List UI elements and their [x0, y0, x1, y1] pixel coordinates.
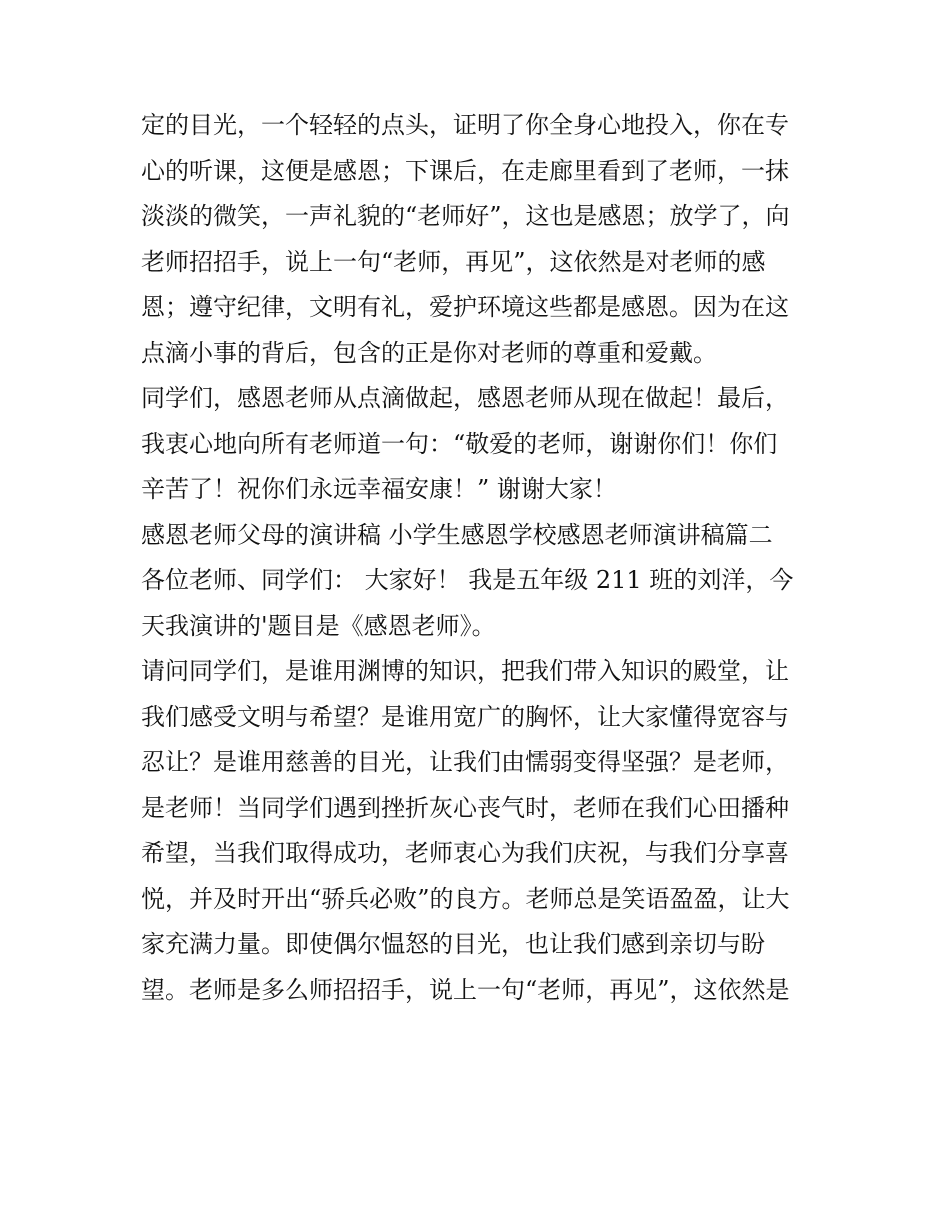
text-line: 悦，并及时开出“骄兵必败”的良方。老师总是笑语盈盈，让大	[141, 884, 790, 913]
document-body	[141, 103, 821, 1013]
text-line: 家充满力量。即使偶尔愠怒的目光，也让我们感到亲切与盼	[141, 930, 765, 958]
section-heading: 感恩老师父母的演讲稿 小学生感恩学校感恩老师演讲稿篇二	[141, 520, 773, 549]
text-line: 我衷心地向所有老师道一句：“敬爱的老师，谢谢你们！你们	[141, 429, 778, 458]
text-line: 定的目光，一个轻轻的点头，证明了你全身心地投入，你在专	[141, 111, 789, 139]
text-line: 天我演讲的'题目是《感恩老师》。	[141, 611, 496, 640]
text-line: 我们感受文明与希望？是谁用宽广的胸怀，让大家懂得宽容与	[141, 702, 789, 731]
text-line: 心的听课，这便是感恩；下课后，在走廊里看到了老师，一抹	[141, 156, 789, 185]
text-line: 淡淡的微笑，一声礼貌的“老师好”，这也是感恩；放学了，向	[141, 202, 790, 230]
text-line: 老师招招手，说上一句“老师，再见”，这依然是对老师的感	[141, 247, 766, 276]
text-line: 点滴小事的背后，包含的正是你对老师的尊重和爱戴。	[141, 338, 717, 367]
text-line: 辛苦了！祝你们永远幸福安康！” 谢谢大家！	[141, 475, 617, 503]
text-line: 希望，当我们取得成功，老师衷心为我们庆祝，与我们分享喜	[141, 839, 789, 867]
text-line: 各位老师、同学们： 大家好！ 我是五年级 211 班的刘洋，今	[141, 566, 794, 594]
text-line: 请问同学们，是谁用渊博的知识，把我们带入知识的殿堂，让	[141, 657, 789, 685]
text-line: 恩；遵守纪律，文明有礼，爱护环境这些都是感恩。因为在这	[141, 293, 789, 321]
text-line: 同学们，感恩老师从点滴做起，感恩老师从现在做起！最后，	[141, 384, 789, 412]
text-line: 忍让？是谁用慈善的目光，让我们由懦弱变得坚强？是老师，	[141, 748, 789, 776]
text-line: 是老师！当同学们遇到挫折灰心丧气时，老师在我们心田播种	[141, 793, 789, 822]
text-line: 望。老师是多么师招招手，说上一句“老师，再见”，这依然是	[141, 975, 790, 1004]
